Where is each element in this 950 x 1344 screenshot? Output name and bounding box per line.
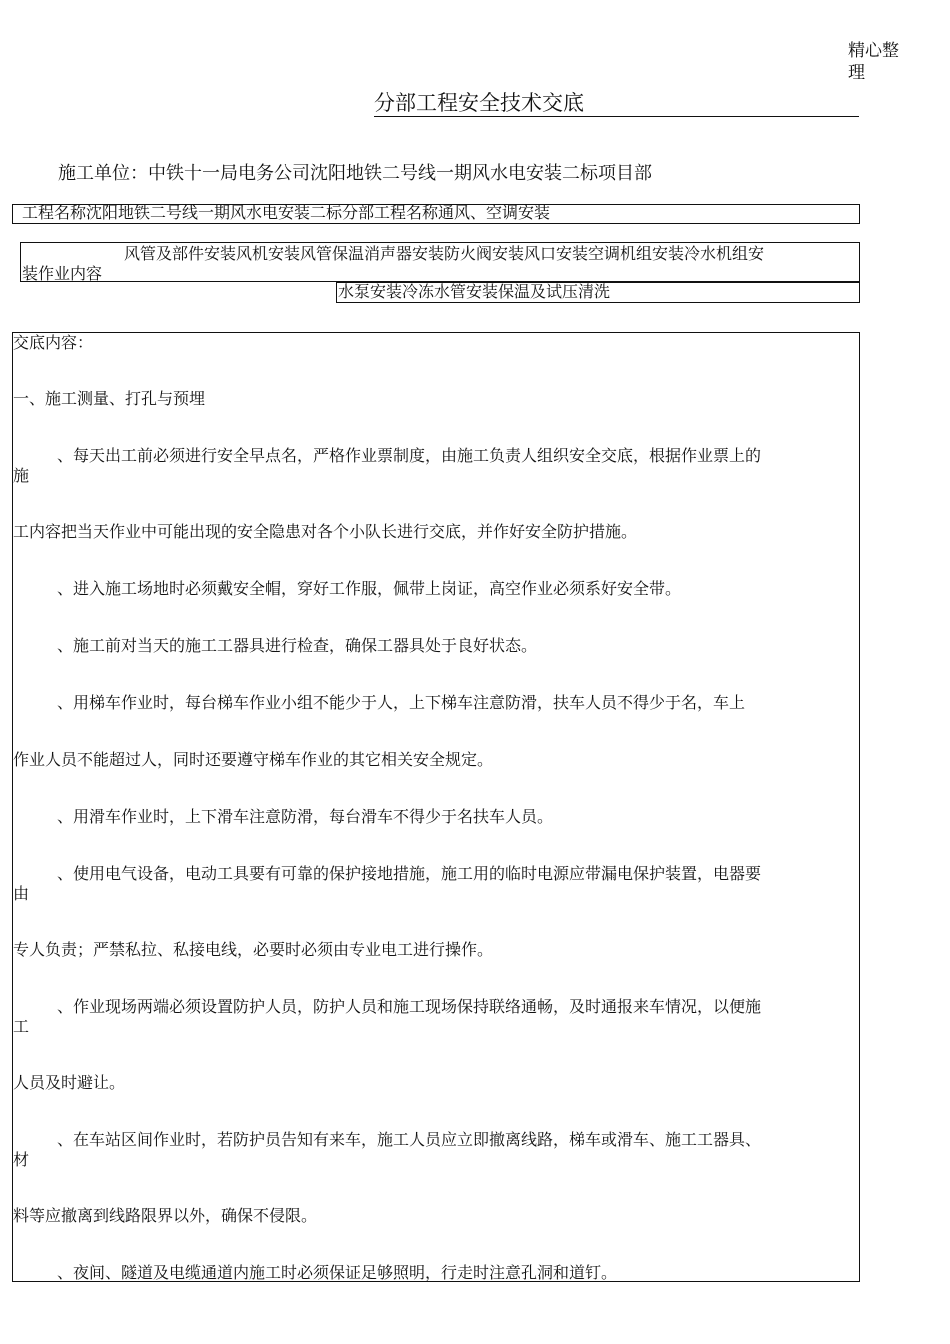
paragraph-line: 由 [13,884,30,903]
work-content-line3: 水泵安装冷冻水管安装保温及试压清洗 [338,282,611,301]
corner-note-line2: 理 [848,63,865,83]
paragraph-line: 专人负责；严禁私拉、私接电线，必要时必须由专业电工进行操作。 [13,940,494,959]
disclosure-content-box [12,332,860,1282]
corner-note [848,40,918,84]
paragraph-line: 、用梯车作业时，每台梯车作业小组不能少于人，上下梯车注意防滑，扶车人员不得少于名，车上 [57,693,746,712]
corner-note-line1: 精心整 [848,41,899,61]
paragraph-line: 作业人员不能超过人，同时还要遵守梯车作业的其它相关安全规定。 [13,750,494,769]
work-content-box-2 [336,282,860,303]
disclosure-heading: 交底内容： [13,333,94,352]
paragraph-line: 料等应撤离到线路限界以外，确保不侵限。 [13,1206,318,1225]
work-content-label: 装作业内容 [22,264,103,283]
work-content-box [20,242,860,282]
paragraph-line: 施 [13,466,30,485]
paragraph-line: 、作业现场两端必须设置防护人员，防护人员和施工现场保持联络通畅，及时通报来车情况，以便施 [57,997,762,1016]
paragraph-line: 、用滑车作业时，上下滑车注意防滑，每台滑车不得少于名扶车人员。 [57,807,554,826]
paragraph-line: 、夜间、隧道及电缆通道内施工时必须保证足够照明，行走时注意孔洞和道钉。 [57,1263,618,1282]
project-row-text: 工程名称沈阳地铁二号线一期风水电安装二标分部工程名称通风、空调安装 [22,203,551,222]
paragraph-line: 材 [13,1150,30,1169]
section-heading: 一、施工测量、打孔与预埋 [13,389,206,408]
construction-unit: 施工单位：中铁十一局电务公司沈阳地铁二号线一期风水电安装二标项目部 [58,163,652,184]
paragraph-line: 、使用电气设备，电动工具要有可靠的保护接地措施，施工用的临时电源应带漏电保护装置，电器要 [57,864,762,883]
paragraph-line: 工内容把当天作业中可能出现的安全隐患对各个小队长进行交底，并作好安全防护措施。 [13,522,638,541]
paragraph-line: 、施工前对当天的施工工器具进行检查，确保工器具处于良好状态。 [57,636,538,655]
paragraph-line: 工 [13,1017,30,1036]
paragraph-line: 、在车站区间作业时，若防护员告知有来车，施工人员应立即撤离线路，梯车或滑车、施工工器具、 [57,1130,762,1149]
document-title: 分部工程安全技术交底 [374,91,584,115]
paragraph-line: 、每天出工前必须进行安全早点名，严格作业票制度，由施工负责人组织安全交底，根据作业票上的 [57,446,762,465]
paragraph-line: 、进入施工场地时必须戴安全帽，穿好工作服，佩带上岗证，高空作业必须系好安全带。 [57,579,682,598]
title-underline [374,90,859,117]
work-content-line1: 风管及部件安装风机安装风管保温消声器安装防火阀安装风口安装空调机组安装冷水机组安 [124,244,765,263]
project-row [12,204,860,224]
paragraph-line: 人员及时避让。 [13,1073,126,1092]
